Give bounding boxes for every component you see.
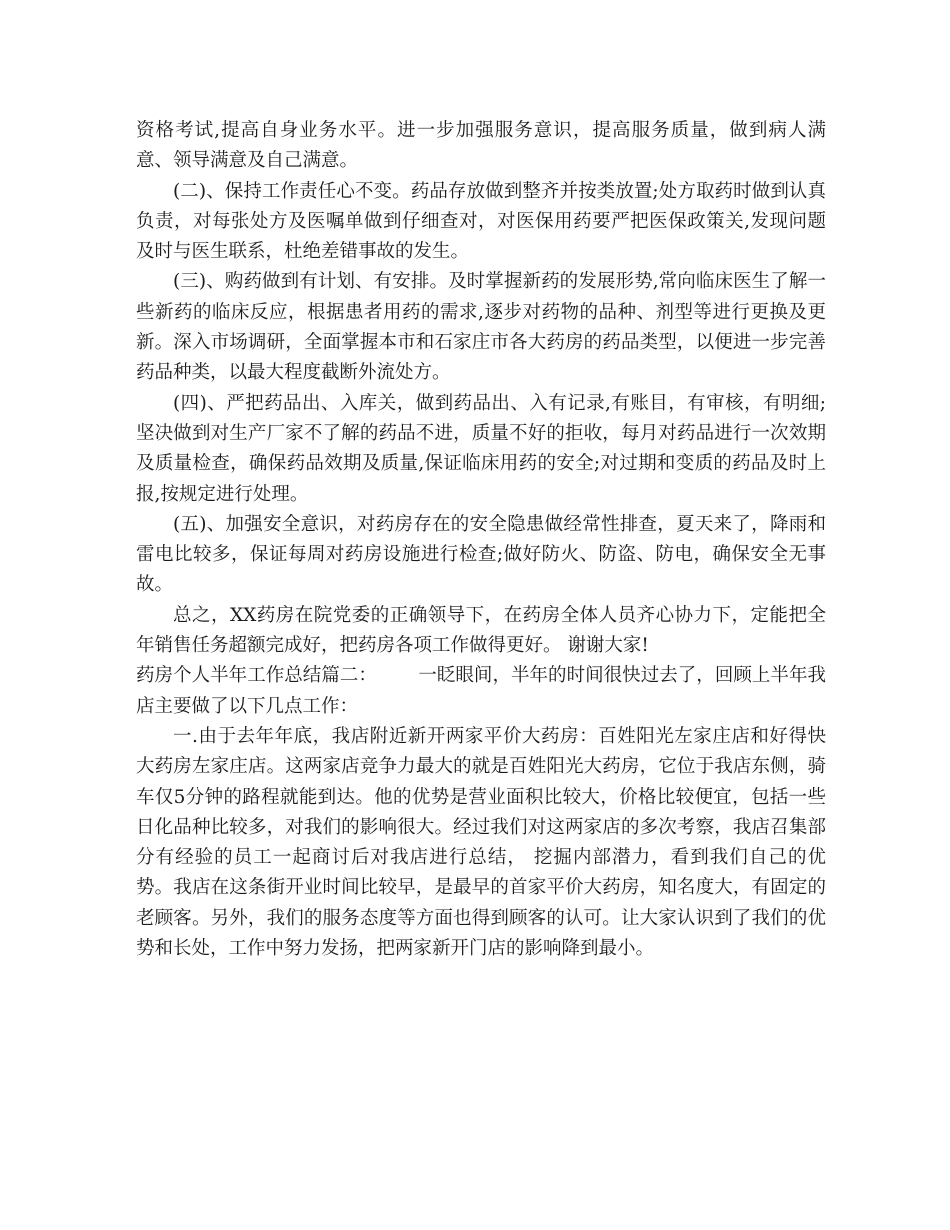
paragraph-conclusion: 总之，XX药房在院党委的正确领导下，在药房全体人员齐心协力下，定能把全年销售任务超额完成好，把药房各项工作做得更好。 谢谢大家! (136, 604, 826, 657)
paragraph-item-4: (四)、严把药品出、入库关，做到药品出、入有记录,有账目，有审核，有明细;坚决做到对生产厂家不了解的药品不进，质量不好的拒收，每月对药品进行一次效期及质量检查，确保药品效期及质量,保证临床用药的安全;对过期和变质的药品及时上报,按规定进行处理。 (136, 392, 826, 505)
paragraph-item-2: (二)、保持工作责任心不变。药品存放做到整齐并按类放置;处方取药时做到认真负责，对每张处方及医嘱单做到仔细查对，对医保用药要严把医保政策关,发现问题及时与医生联系，杜绝差错事故的发生。 (136, 180, 826, 263)
paragraph-point-one: 一.由于去年年底，我店附近新开两家平价大药房：百姓阳光左家庄店和好得快大药房左家庄店。这两家店竞争力最大的就是百姓阳光大药房，它位于我店东侧，骑车仅5分钟的路程就能到达。他的优势是营业面积比较大，价格比较便宜，包括一些日化品种比较多，对我们的影响很大。经过我们对这两家店的多次考察，我店召集部分有经验的员工一起商讨后对我店进行总结， 挖掘内部潜力，看到我们自己的优势。我店在这条街开业时间比较早，是最早的首家平价大药房，知名度大，有固定的老顾客。另外，我们的服务态度等方面也得到顾客的认可。让大家认识到了我们的优势和长处，工作中努力发扬，把两家新开门店的影响降到最小。 (136, 725, 826, 960)
document-body (136, 116, 826, 964)
paragraph-qualification: 资格考试,提高自身业务水平。进一步加强服务意识，提高服务质量，做到病人满意、领导满意及自己满意。 (136, 120, 826, 172)
paragraph-item-3: (三)、购药做到有计划、有安排。及时掌握新药的发展形势,常向临床医生了解一些新药的临床反应，根据患者用药的需求,逐步对药物的品种、剂型等进行更换及更新。深入市场调研，全面掌握本市和石家庄市各大药房的药品类型，以便进一步完善药品种类，以最大程度截断外流处方。 (136, 271, 826, 384)
paragraph-section-two-intro: 药房个人半年工作总结篇二： 一眨眼间，半年的时间很快过去了，回顾上半年我店主要做了以下几点工作： (136, 665, 826, 717)
paragraph-item-5: (五)、加强安全意识，对药房存在的安全隐患做经常性排查，夏天来了，降雨和雷电比较多，保证每周对药房设施进行检查;做好防火、防盗、防电，确保安全无事故。 (136, 513, 826, 596)
